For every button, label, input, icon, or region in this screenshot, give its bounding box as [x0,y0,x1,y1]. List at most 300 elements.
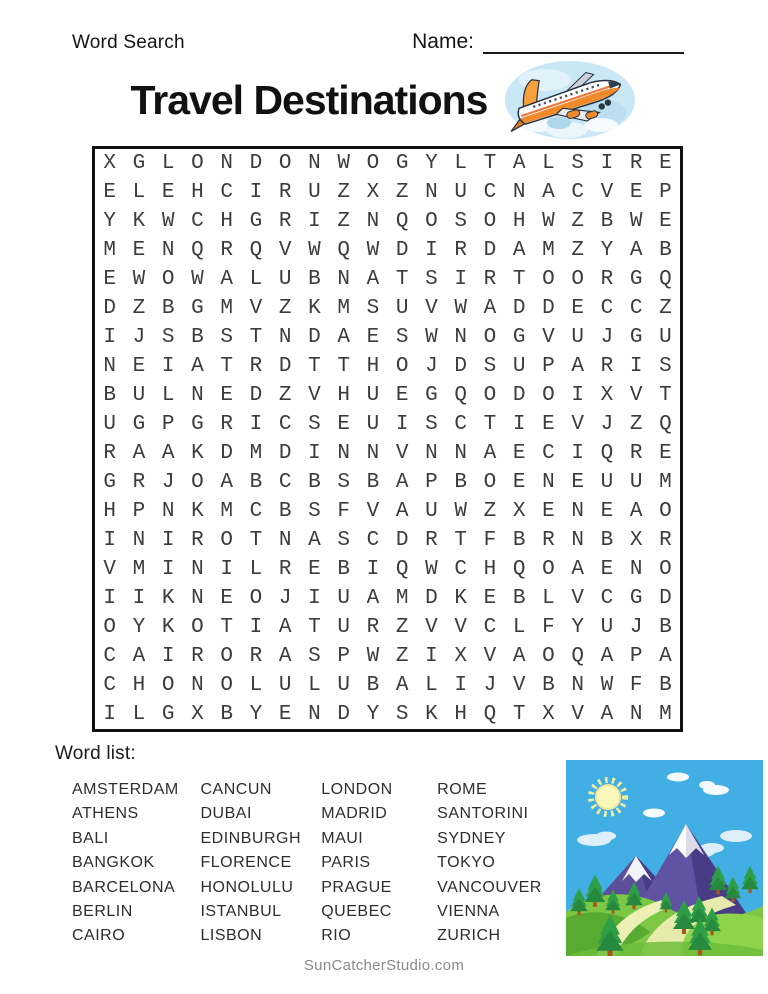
grid-cell[interactable]: V [366,500,380,523]
grid-cell[interactable]: R [483,268,497,291]
grid-cell[interactable]: A [483,442,497,465]
grid-cell[interactable]: K [161,587,175,610]
grid-cell[interactable]: B [308,268,321,291]
grid-cell[interactable]: I [395,413,409,436]
grid-cell[interactable]: F [337,500,350,523]
grid-cell[interactable]: R [454,239,467,262]
grid-cell[interactable]: H [454,703,467,726]
grid-cell[interactable]: O [191,471,204,494]
grid-cell[interactable]: W [600,674,614,697]
grid-cell[interactable]: E [308,558,321,581]
grid-cell[interactable]: O [425,210,438,233]
grid-cell[interactable]: P [161,413,175,436]
grid-cell[interactable]: A [395,471,409,494]
grid-cell[interactable]: X [542,703,555,726]
grid-cell[interactable]: E [542,500,555,523]
grid-cell[interactable]: V [103,558,116,581]
grid-cell[interactable]: E [483,587,497,610]
grid-cell[interactable]: N [629,558,643,581]
grid-cell[interactable]: Z [659,297,672,320]
grid-cell[interactable]: I [249,181,263,204]
grid-cell[interactable]: Q [191,239,204,262]
grid-cell[interactable]: P [425,471,438,494]
grid-cell[interactable]: S [308,413,321,436]
grid-cell[interactable]: V [425,297,438,320]
grid-cell[interactable]: C [278,413,292,436]
grid-cell[interactable]: O [483,210,497,233]
grid-cell[interactable]: N [454,326,467,349]
grid-cell[interactable]: G [191,297,204,320]
grid-cell[interactable]: X [512,500,526,523]
grid-cell[interactable]: W [425,326,438,349]
grid-cell[interactable]: D [249,152,263,175]
grid-cell[interactable]: N [366,210,380,233]
grid-cell[interactable]: R [103,442,116,465]
grid-cell[interactable]: H [366,355,380,378]
grid-cell[interactable]: I [571,384,584,407]
grid-cell[interactable]: U [337,587,350,610]
grid-cell[interactable]: S [425,268,438,291]
grid-cell[interactable]: G [425,384,438,407]
grid-cell[interactable]: A [161,442,175,465]
grid-cell[interactable]: B [600,210,614,233]
grid-cell[interactable]: O [103,616,116,639]
grid-cell[interactable]: U [278,674,292,697]
grid-cell[interactable]: I [600,152,614,175]
grid-cell[interactable]: E [512,442,526,465]
grid-cell[interactable]: V [571,413,584,436]
grid-cell[interactable]: E [659,442,672,465]
grid-cell[interactable]: H [103,500,116,523]
grid-cell[interactable]: G [629,268,643,291]
grid-cell[interactable]: Y [366,703,380,726]
grid-cell[interactable]: J [132,326,146,349]
grid-cell[interactable]: A [512,239,526,262]
grid-cell[interactable]: M [220,500,233,523]
grid-cell[interactable]: K [132,210,146,233]
grid-cell[interactable]: I [161,645,175,668]
grid-cell[interactable]: M [659,471,672,494]
grid-cell[interactable]: V [571,587,584,610]
grid-cell[interactable]: D [395,529,409,552]
grid-cell[interactable]: L [249,674,263,697]
grid-cell[interactable]: W [542,210,555,233]
grid-cell[interactable]: B [220,703,233,726]
grid-cell[interactable]: N [220,152,233,175]
grid-cell[interactable]: Z [337,210,350,233]
grid-cell[interactable]: S [161,326,175,349]
grid-cell[interactable]: V [454,616,467,639]
grid-cell[interactable]: S [308,645,321,668]
grid-cell[interactable]: R [600,268,614,291]
grid-cell[interactable]: L [308,674,321,697]
grid-cell[interactable]: L [132,703,146,726]
grid-cell[interactable]: M [395,587,409,610]
grid-cell[interactable]: G [512,326,526,349]
grid-cell[interactable]: M [249,442,263,465]
grid-cell[interactable]: Q [659,413,672,436]
grid-cell[interactable]: V [308,384,321,407]
grid-cell[interactable]: R [249,355,263,378]
grid-cell[interactable]: X [191,703,204,726]
grid-cell[interactable]: V [571,703,584,726]
grid-cell[interactable]: D [395,239,409,262]
grid-cell[interactable]: L [425,674,438,697]
grid-cell[interactable]: N [308,703,321,726]
grid-cell[interactable]: D [337,703,350,726]
grid-cell[interactable]: C [249,500,263,523]
grid-cell[interactable]: U [600,616,614,639]
grid-cell[interactable]: I [161,529,175,552]
grid-cell[interactable]: N [337,268,350,291]
grid-cell[interactable]: W [454,500,467,523]
grid-cell[interactable]: G [132,413,146,436]
grid-cell[interactable]: N [191,587,204,610]
grid-cell[interactable]: U [571,326,584,349]
grid-cell[interactable]: S [220,326,233,349]
grid-cell[interactable]: R [191,645,204,668]
grid-cell[interactable]: L [512,616,526,639]
grid-cell[interactable]: A [512,152,526,175]
grid-cell[interactable]: V [629,384,643,407]
grid-cell[interactable]: A [366,268,380,291]
grid-cell[interactable]: E [659,152,672,175]
grid-cell[interactable]: U [308,181,321,204]
grid-cell[interactable]: X [629,529,643,552]
grid-cell[interactable]: H [191,181,204,204]
grid-cell[interactable]: T [249,326,263,349]
grid-cell[interactable]: B [366,674,380,697]
grid-cell[interactable]: R [542,529,555,552]
grid-cell[interactable]: P [629,645,643,668]
grid-cell[interactable]: T [395,268,409,291]
grid-cell[interactable]: V [512,674,526,697]
grid-cell[interactable]: N [425,181,438,204]
grid-cell[interactable]: C [103,645,116,668]
grid-cell[interactable]: D [542,297,555,320]
grid-cell[interactable]: S [659,355,672,378]
grid-cell[interactable]: S [308,500,321,523]
grid-cell[interactable]: S [395,703,409,726]
grid-cell[interactable]: O [483,326,497,349]
grid-cell[interactable]: O [395,355,409,378]
grid-cell[interactable]: F [483,529,497,552]
grid-cell[interactable]: X [600,384,614,407]
grid-cell[interactable]: C [629,297,643,320]
grid-cell[interactable]: A [191,355,204,378]
grid-cell[interactable]: C [600,587,614,610]
grid-cell[interactable]: B [512,587,526,610]
grid-cell[interactable]: U [103,413,116,436]
grid-cell[interactable]: U [366,384,380,407]
grid-cell[interactable]: Z [395,181,409,204]
grid-cell[interactable]: B [542,674,555,697]
grid-cell[interactable]: S [395,326,409,349]
grid-cell[interactable]: E [337,413,350,436]
grid-cell[interactable]: E [571,297,584,320]
grid-cell[interactable]: E [512,471,526,494]
grid-cell[interactable]: O [161,268,175,291]
grid-cell[interactable]: V [425,616,438,639]
grid-cell[interactable]: O [278,152,292,175]
grid-cell[interactable]: X [454,645,467,668]
grid-cell[interactable]: A [366,587,380,610]
grid-cell[interactable]: Z [629,413,643,436]
grid-cell[interactable]: Y [132,616,146,639]
grid-cell[interactable]: B [659,616,672,639]
grid-cell[interactable]: A [132,645,146,668]
grid-cell[interactable]: D [249,384,263,407]
grid-cell[interactable]: U [659,326,672,349]
grid-cell[interactable]: D [278,442,292,465]
grid-cell[interactable]: O [191,152,204,175]
grid-cell[interactable]: G [103,471,116,494]
grid-cell[interactable]: A [542,181,555,204]
grid-cell[interactable]: E [659,210,672,233]
grid-cell[interactable]: Z [337,181,350,204]
grid-cell[interactable]: E [395,384,409,407]
grid-cell[interactable]: M [103,239,116,262]
grid-cell[interactable]: R [600,355,614,378]
grid-cell[interactable]: N [571,500,584,523]
grid-cell[interactable]: W [308,239,321,262]
grid-cell[interactable]: P [337,645,350,668]
grid-cell[interactable]: A [512,645,526,668]
grid-cell[interactable]: Z [395,645,409,668]
grid-cell[interactable]: J [161,471,175,494]
grid-cell[interactable]: Z [571,210,584,233]
grid-cell[interactable]: C [454,558,467,581]
grid-cell[interactable]: H [483,558,497,581]
grid-cell[interactable]: Z [278,384,292,407]
grid-cell[interactable]: Q [512,558,526,581]
grid-cell[interactable]: B [366,471,380,494]
grid-cell[interactable]: N [161,500,175,523]
grid-cell[interactable]: I [132,587,146,610]
grid-cell[interactable]: X [103,152,116,175]
grid-cell[interactable]: K [308,297,321,320]
grid-cell[interactable]: D [483,239,497,262]
grid-cell[interactable]: I [308,210,321,233]
grid-cell[interactable]: D [454,355,467,378]
name-input-line[interactable] [483,31,684,54]
grid-cell[interactable]: H [132,674,146,697]
grid-cell[interactable]: A [132,442,146,465]
grid-cell[interactable]: W [454,297,467,320]
grid-cell[interactable]: V [483,645,497,668]
grid-cell[interactable]: Y [571,616,584,639]
grid-cell[interactable]: R [278,558,292,581]
grid-cell[interactable]: I [249,413,263,436]
grid-cell[interactable]: T [483,152,497,175]
grid-cell[interactable]: E [600,500,614,523]
grid-cell[interactable]: O [366,152,380,175]
grid-cell[interactable]: O [542,268,555,291]
grid-cell[interactable]: T [512,703,526,726]
grid-cell[interactable]: R [220,239,233,262]
grid-cell[interactable]: N [571,529,584,552]
grid-cell[interactable]: I [454,674,467,697]
grid-cell[interactable]: R [629,442,643,465]
grid-cell[interactable]: W [191,268,204,291]
grid-cell[interactable]: E [571,471,584,494]
grid-cell[interactable]: I [425,239,438,262]
grid-cell[interactable]: V [249,297,263,320]
grid-cell[interactable]: R [425,529,438,552]
grid-cell[interactable]: Z [132,297,146,320]
grid-cell[interactable]: E [161,181,175,204]
grid-cell[interactable]: B [659,239,672,262]
grid-cell[interactable]: G [191,413,204,436]
grid-cell[interactable]: A [220,471,233,494]
grid-cell[interactable]: A [483,297,497,320]
grid-cell[interactable]: E [220,587,233,610]
grid-cell[interactable]: D [659,587,672,610]
grid-cell[interactable]: H [220,210,233,233]
grid-cell[interactable]: A [395,674,409,697]
grid-cell[interactable]: U [132,384,146,407]
grid-cell[interactable]: W [132,268,146,291]
grid-cell[interactable]: I [220,558,233,581]
grid-cell[interactable]: I [454,268,467,291]
grid-cell[interactable]: N [132,529,146,552]
grid-cell[interactable]: W [337,152,350,175]
grid-cell[interactable]: E [600,558,614,581]
grid-cell[interactable]: I [425,645,438,668]
grid-cell[interactable]: N [542,471,555,494]
grid-cell[interactable]: Q [337,239,350,262]
grid-cell[interactable]: R [278,210,292,233]
grid-cell[interactable]: U [366,413,380,436]
grid-cell[interactable]: I [308,587,321,610]
grid-cell[interactable]: W [366,239,380,262]
grid-cell[interactable]: Z [278,297,292,320]
grid-cell[interactable]: J [600,413,614,436]
grid-cell[interactable]: N [571,674,584,697]
grid-cell[interactable]: A [278,645,292,668]
grid-cell[interactable]: Y [600,239,614,262]
grid-cell[interactable]: A [571,558,584,581]
grid-cell[interactable]: O [483,384,497,407]
grid-cell[interactable]: A [220,268,233,291]
grid-cell[interactable]: I [103,326,116,349]
grid-cell[interactable]: C [483,616,497,639]
grid-cell[interactable]: J [483,674,497,697]
grid-cell[interactable]: C [103,674,116,697]
grid-cell[interactable]: O [220,645,233,668]
grid-cell[interactable]: O [571,268,584,291]
grid-cell[interactable]: S [454,210,467,233]
grid-cell[interactable]: L [249,268,263,291]
grid-cell[interactable]: E [278,703,292,726]
grid-cell[interactable]: T [249,529,263,552]
grid-cell[interactable]: J [600,326,614,349]
grid-cell[interactable]: I [629,355,643,378]
grid-cell[interactable]: T [512,268,526,291]
grid-cell[interactable]: T [454,529,467,552]
grid-cell[interactable]: P [659,181,672,204]
grid-cell[interactable]: B [308,471,321,494]
grid-cell[interactable]: C [278,471,292,494]
grid-cell[interactable]: L [454,152,467,175]
grid-cell[interactable]: O [220,529,233,552]
grid-cell[interactable]: I [103,529,116,552]
grid-cell[interactable]: M [132,558,146,581]
grid-cell[interactable]: B [278,500,292,523]
grid-cell[interactable]: A [395,500,409,523]
grid-cell[interactable]: N [278,529,292,552]
grid-cell[interactable]: N [512,181,526,204]
grid-cell[interactable]: V [542,326,555,349]
grid-cell[interactable]: O [659,558,672,581]
grid-cell[interactable]: Q [454,384,467,407]
grid-cell[interactable]: R [366,616,380,639]
grid-cell[interactable]: T [308,616,321,639]
grid-cell[interactable]: A [629,500,643,523]
grid-cell[interactable]: T [220,616,233,639]
grid-cell[interactable]: G [629,326,643,349]
grid-cell[interactable]: A [629,239,643,262]
grid-cell[interactable]: F [629,674,643,697]
grid-cell[interactable]: V [278,239,292,262]
grid-cell[interactable]: U [395,297,409,320]
grid-cell[interactable]: A [659,645,672,668]
grid-cell[interactable]: Z [571,239,584,262]
grid-cell[interactable]: E [132,239,146,262]
grid-cell[interactable]: I [571,442,584,465]
grid-cell[interactable]: U [600,471,614,494]
grid-cell[interactable]: N [191,674,204,697]
grid-cell[interactable]: K [191,500,204,523]
grid-cell[interactable]: R [659,529,672,552]
grid-cell[interactable]: P [132,500,146,523]
grid-cell[interactable]: D [103,297,116,320]
grid-cell[interactable]: B [512,529,526,552]
grid-cell[interactable]: T [659,384,672,407]
grid-cell[interactable]: A [308,529,321,552]
grid-cell[interactable]: D [278,355,292,378]
grid-cell[interactable]: Z [483,500,497,523]
grid-cell[interactable]: I [249,616,263,639]
grid-cell[interactable]: E [220,384,233,407]
grid-cell[interactable]: L [542,587,555,610]
grid-cell[interactable]: N [337,442,350,465]
grid-cell[interactable]: L [249,558,263,581]
grid-cell[interactable]: D [308,326,321,349]
grid-cell[interactable]: Q [395,210,409,233]
grid-cell[interactable]: J [629,616,643,639]
grid-cell[interactable]: N [191,384,204,407]
grid-cell[interactable]: F [542,616,555,639]
grid-cell[interactable]: C [571,181,584,204]
grid-cell[interactable]: L [542,152,555,175]
grid-cell[interactable]: O [220,674,233,697]
grid-cell[interactable]: Y [249,703,263,726]
grid-cell[interactable]: C [191,210,204,233]
grid-cell[interactable]: W [161,210,175,233]
grid-cell[interactable]: G [249,210,263,233]
grid-cell[interactable]: I [103,703,116,726]
grid-cell[interactable]: K [425,703,438,726]
grid-cell[interactable]: V [395,442,409,465]
grid-cell[interactable]: R [191,529,204,552]
grid-cell[interactable]: R [220,413,233,436]
grid-cell[interactable]: N [161,239,175,262]
grid-cell[interactable]: I [161,355,175,378]
grid-cell[interactable]: U [425,500,438,523]
grid-cell[interactable]: R [132,471,146,494]
grid-cell[interactable]: N [425,442,438,465]
